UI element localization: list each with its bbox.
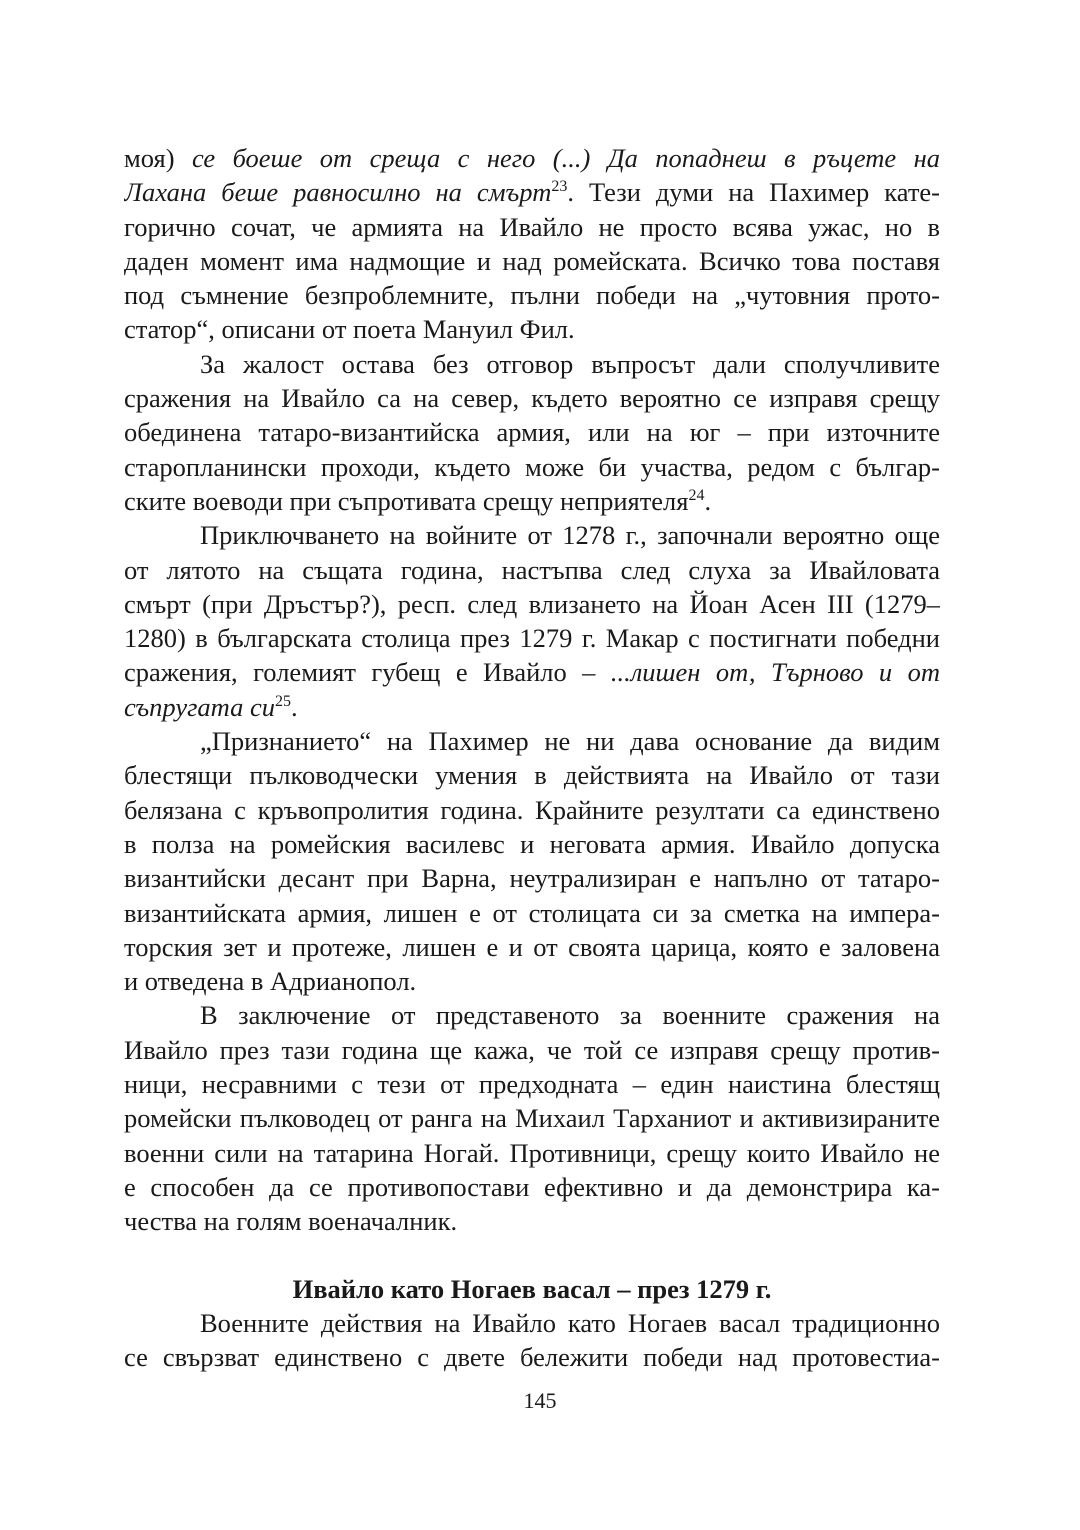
text-line: и отведена в Адрианопол. bbox=[124, 966, 417, 997]
text-line: се свързват единствено с двете бележити победи над протовестиа- bbox=[124, 1342, 940, 1373]
text-line: под съмнение безпроблемните, пълни победи на „чутовния прото- bbox=[124, 280, 940, 311]
text-line: от лятото на същата година, настъпва след слуха за Ивайловата bbox=[124, 554, 940, 585]
text-line: даден момент има надмощие и над ромейската. Всичко това поставя bbox=[124, 245, 940, 276]
closing-paragraph bbox=[124, 1306, 940, 1375]
text-line: старопланински проходи, където може би участва, редом с българ- bbox=[124, 451, 940, 482]
text-line: съпругата $си^{25}$. bbox=[124, 691, 298, 722]
text-line: ници, несравними с тези от предходната – един наистина блестящ bbox=[124, 1069, 940, 1100]
paragraph bbox=[124, 724, 940, 998]
text-line: В заключение от представеното за военните сражения на bbox=[200, 1000, 940, 1031]
text-line: византийски десант при Варна, неутрализиран е напълно от татаро- bbox=[124, 863, 940, 894]
text-line: в полза на ромейския василевс и неговата армия. Ивайло допуска bbox=[124, 828, 940, 859]
footnote-ref: 23 bbox=[551, 178, 568, 196]
text-line: статор“, описани от поета Мануил Фил. bbox=[124, 314, 575, 345]
italic-quote: Лахана беше равносилно на смърт bbox=[124, 177, 552, 208]
italic-quote: съпругата си bbox=[124, 691, 276, 722]
page-body bbox=[124, 141, 940, 1374]
text-line: За жалост остава без отговор въпросът дали сполучливите bbox=[200, 348, 940, 379]
text-line: торския зет и протеже, лишен е и от своята царица, която е заловена bbox=[124, 931, 940, 962]
text-line: сражения, големият губещ е Ивайло – ...лишен от, Търново и от bbox=[124, 657, 940, 688]
text-line: белязана с кръвопролития година. Крайните резултати са единствено bbox=[124, 794, 940, 825]
text-line: ските воеводи при съпротивата срещу неприятеля$^{24}$. bbox=[124, 485, 712, 516]
text-line: горично сочат, че армията на Ивайло не просто всява ужас, но в bbox=[124, 211, 940, 242]
text-line: Лахана беше равносилно на смърт$^{23}$. Тези думи на Пахимер кате- bbox=[124, 177, 940, 208]
text-line: „Признанието“ на Пахимер не ни дава основание да видим bbox=[200, 726, 940, 757]
italic-quote: ...лишен от, Търново и от bbox=[610, 657, 940, 688]
text-line: Ивайло през тази година ще кажа, че той се изправя срещу против- bbox=[124, 1034, 940, 1065]
text-line: смърт (при Дръстър?), респ. след влизането на Йоан Асен III (1279– bbox=[124, 588, 940, 619]
text-line: Военните действия на Ивайло като Ногаев васал традиционно bbox=[200, 1307, 940, 1338]
text-line: военни сили на татарина Ногай. Противници, срещу които Ивайло не bbox=[124, 1137, 940, 1168]
italic-quote: се боеше от среща с него (...) Да попаднеш в ръцете на bbox=[191, 143, 940, 173]
text-line: е способен да се противопостави ефективно и да демонстрира ка- bbox=[124, 1171, 940, 1202]
text-line: 1280) в българската столица през 1279 г. Макар с постигнати победни bbox=[124, 623, 940, 654]
text-line: чества на голям военачалник. bbox=[124, 1206, 458, 1237]
text-line: моя) се боеше от среща с него (...) Да попаднеш в ръцете на bbox=[124, 143, 940, 173]
text-line: сражения на Ивайло са на север, където вероятно се изправя срещу bbox=[124, 383, 940, 414]
text-line: Приключването на войните от 1278 г., започнали вероятно още bbox=[200, 520, 940, 551]
text-line: ромейски пълководец от ранга на Михаил Тарханиот и активизираните bbox=[124, 1103, 940, 1134]
paragraph bbox=[124, 141, 940, 347]
text-line: блестящи пълководчески умения в действията на Ивайло от тази bbox=[124, 760, 940, 791]
text-line: обединена татаро-византийска армия, или на юг – при източните bbox=[124, 417, 940, 448]
main-text bbox=[124, 141, 940, 1239]
paragraph bbox=[124, 998, 940, 1238]
footnote-ref: 24 bbox=[688, 486, 705, 504]
section-heading: Ивайло като Ногаев васал – през 1279 г. bbox=[292, 1273, 772, 1304]
section-gap bbox=[124, 1239, 940, 1268]
page-number: 145 bbox=[523, 1388, 557, 1413]
paragraph bbox=[124, 347, 940, 518]
text-line: византийската армия, лишен е от столицата си за сметка на импера- bbox=[124, 897, 940, 928]
footnote-ref: 25 bbox=[275, 692, 292, 710]
paragraph bbox=[124, 518, 940, 724]
